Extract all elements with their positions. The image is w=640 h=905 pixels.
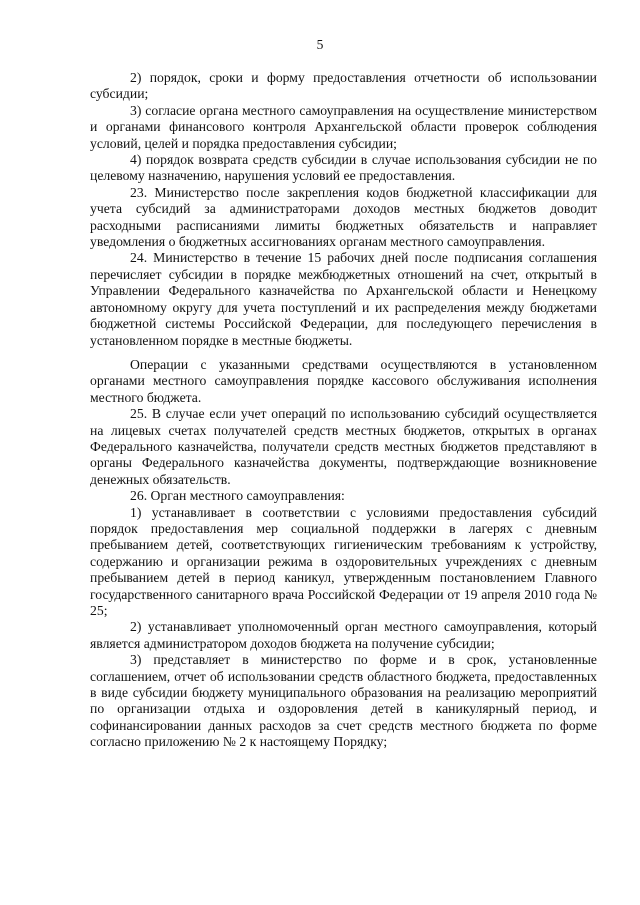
- paragraph-26-heading: 26. Орган местного самоуправления:: [130, 488, 345, 504]
- paragraph-item-4: 4) порядок возврата средств субсидии в случае использования субсидии не по целевому назначению, нарушения условий ее предоставления.: [90, 152, 597, 184]
- page-number: 5: [316, 37, 324, 52]
- document-body: [90, 70, 597, 751]
- paragraph-23: 23. Министерство после закрепления кодов бюджетной классификации для учета субсидий за администраторами доходов местных бюджетов доводит расходными расписаниями лимиты бюджетных обязательств и направляет уведомления о бюджетных ассигнованиях органам местного самоуправления.: [90, 184, 597, 250]
- paragraph-item-2: 2) порядок, сроки и форму предоставления отчетности об использовании субсидии;: [90, 70, 597, 102]
- paragraph-24: 24. Министерство в течение 15 рабочих дней после подписания соглашения перечисляет субсидии в порядке межбюджетных отношений на счет, открытый в Управлении Федерального казначейства по Архангельской области и Ненецкому автономному округу для учета поступлений и их распределения между бюджетами бюджетной системы Российской Федерации, для последующего перечисления в установленном порядке в местные бюджеты.: [90, 250, 597, 348]
- paragraph-26-item-2: 2) устанавливает уполномоченный орган местного самоуправления, который является администратором доходов бюджета на получение субсидии;: [90, 619, 597, 651]
- paragraph-item-3: 3) согласие органа местного самоуправления на осуществление министерством и органами финансового контроля Архангельской области проверок соблюдения условий, целей и порядка предоставления субсидии;: [90, 102, 597, 151]
- paragraph-26-item-1: 1) устанавливает в соответствии с условиями предоставления субсидий порядок предоставления мер социальной поддержки в лагерях с дневным пребыванием детей, соответствующих гигиеническим требованиям к устройству, содержанию и организации режима в оздоровительных учреждениях с дневным пребыванием детей в период каникул, утвержденным постановлением Главного государственного санитарного врача Российской Федерации от 19 апреля 2010 года № 25;: [90, 504, 597, 618]
- paragraph-26-item-3: 3) представляет в министерство по форме и в срок, установленные соглашением, отчет об использовании средств областного бюджета, предоставленных в виде субсидии бюджету муниципального образования на реализацию мероприятий по организации отдыха и оздоровления детей в каникулярный период, и софинансировании данных расходов за счет средств местного бюджета по форме согласно приложению № 2 к настоящему Порядку;: [90, 652, 597, 750]
- paragraph-operations: Операции с указанными средствами осуществляются в установленном органами местного самоуправления порядке кассового обслуживания исполнения местного бюджета.: [90, 356, 597, 405]
- paragraph-25: 25. В случае если учет операций по использованию субсидий осуществляется на лицевых счетах получателей средств местных бюджетов, открытых в органах Федерального казначейства, получатели средств местных бюджетов представляют в органы Федерального казначейства документы, подтверждающие возникновение денежных обязательств.: [90, 406, 597, 487]
